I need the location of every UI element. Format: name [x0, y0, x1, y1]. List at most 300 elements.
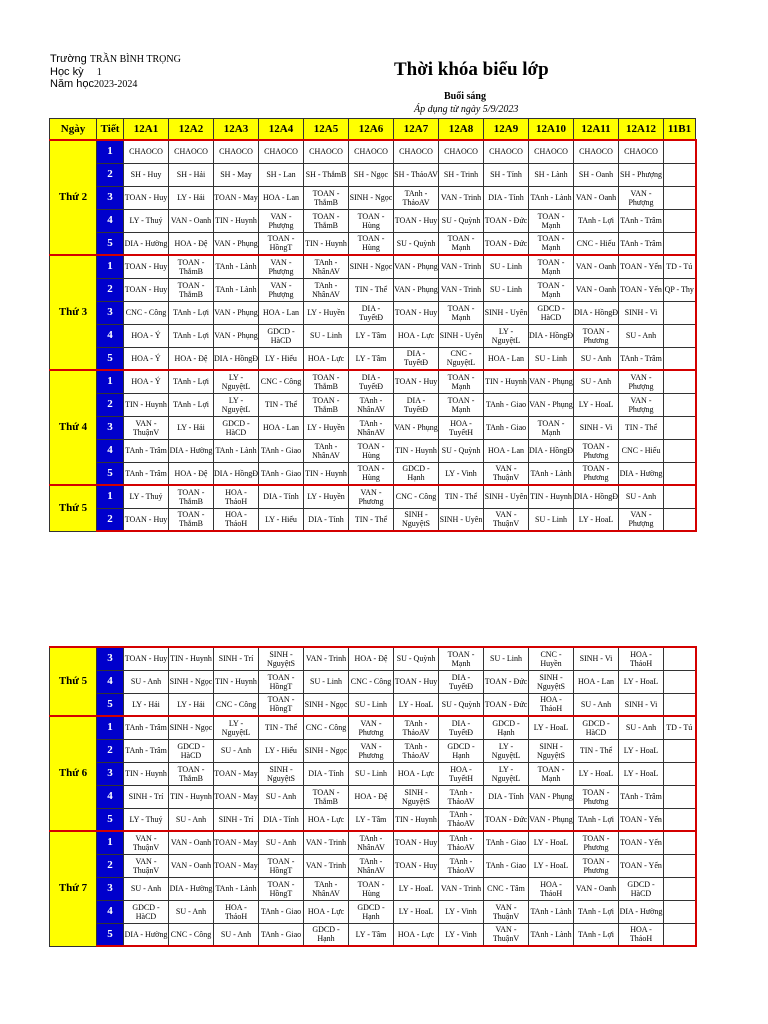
- timetable-row: [50, 416, 696, 439]
- schedule-cell: SINH - Ngọc: [349, 255, 394, 278]
- schedule-cell: [664, 140, 696, 163]
- schedule-cell: TAnh - Giao: [259, 900, 304, 923]
- schedule-cell: TOAN - Mạnh: [529, 278, 574, 301]
- schedule-cell: SH - Trinh: [439, 163, 484, 186]
- schedule-cell: TOAN - May: [214, 186, 259, 209]
- schedule-cell: TIN - Huynh: [394, 439, 439, 462]
- schedule-cell: [664, 209, 696, 232]
- schedule-cell: DIA - HồngĐ: [574, 301, 619, 324]
- period-cell: 4: [97, 324, 124, 347]
- schedule-cell: HOA - ThảoH: [529, 693, 574, 716]
- schedule-cell: SINH - Uyên: [439, 324, 484, 347]
- schedule-cell: HOA - Lực: [394, 762, 439, 785]
- schedule-cell: VAN - ThuậnV: [124, 831, 169, 854]
- schedule-cell: TOAN - Huy: [124, 186, 169, 209]
- schedule-cell: TIN - Huynh: [124, 762, 169, 785]
- schedule-cell: HOA - ThảoH: [529, 877, 574, 900]
- schedule-cell: [664, 324, 696, 347]
- year-label: Năm học: [50, 78, 95, 90]
- schedule-cell: TOAN - Yến: [619, 831, 664, 854]
- schedule-cell: LY - NguyệtL: [484, 324, 529, 347]
- schedule-cell: TOAN - Phương: [574, 831, 619, 854]
- schedule-cell: TAnh - Trâm: [619, 347, 664, 370]
- period-cell: 5: [97, 808, 124, 831]
- schedule-cell: HOA - Lan: [259, 301, 304, 324]
- schedule-cell: CNC - Huyền: [529, 647, 574, 670]
- schedule-cell: LY - Huyền: [304, 416, 349, 439]
- schedule-cell: VAN - Oanh: [169, 854, 214, 877]
- schedule-cell: GDCD - Hạnh: [439, 739, 484, 762]
- column-header-class: 12A7: [394, 119, 439, 141]
- schedule-cell: TAnh - Giao: [259, 439, 304, 462]
- schedule-cell: TAnh - Lành: [529, 186, 574, 209]
- column-header-class: 12A3: [214, 119, 259, 141]
- schedule-cell: SH - May: [214, 163, 259, 186]
- schedule-cell: LY - Hiếu: [259, 739, 304, 762]
- schedule-cell: LY - NguyệtL: [214, 716, 259, 739]
- schedule-cell: [664, 439, 696, 462]
- schedule-cell: TAnh - Lành: [214, 255, 259, 278]
- schedule-cell: LY - Hiếu: [259, 508, 304, 531]
- schedule-cell: LY - HoaL: [394, 877, 439, 900]
- schedule-cell: TAnh - Trâm: [619, 209, 664, 232]
- schedule-cell: DIA - Hường: [169, 877, 214, 900]
- schedule-cell: TOAN - Huy: [124, 255, 169, 278]
- column-header-class: 12A10: [529, 119, 574, 141]
- schedule-cell: SU - Anh: [574, 693, 619, 716]
- schedule-cell: CHAOCO: [394, 140, 439, 163]
- period-cell: 1: [97, 716, 124, 739]
- period-cell: 2: [97, 739, 124, 762]
- schedule-cell: HOA - Ý: [124, 370, 169, 393]
- schedule-cell: TOAN - Huy: [124, 278, 169, 301]
- schedule-cell: LY - Vinh: [439, 900, 484, 923]
- schedule-cell: TOAN - ThắmB: [304, 186, 349, 209]
- schedule-cell: CHAOCO: [169, 140, 214, 163]
- schedule-cell: GDCD - Hạnh: [349, 900, 394, 923]
- schedule-cell: SU - Linh: [484, 255, 529, 278]
- schedule-cell: DIA - Hường: [124, 232, 169, 255]
- schedule-cell: TAnh - Lợi: [574, 209, 619, 232]
- schedule-cell: SINH - Trí: [214, 808, 259, 831]
- schedule-cell: CNC - Công: [124, 301, 169, 324]
- column-header-class: 12A9: [484, 119, 529, 141]
- schedule-cell: LY - HoaL: [394, 693, 439, 716]
- schedule-cell: DIA - Tỉnh: [259, 485, 304, 508]
- schedule-cell: LY - Hải: [124, 693, 169, 716]
- schedule-cell: CHAOCO: [124, 140, 169, 163]
- schedule-cell: HOA - Lực: [304, 347, 349, 370]
- schedule-cell: LY - Thuý: [124, 808, 169, 831]
- schedule-cell: HOA - ThảoH: [214, 485, 259, 508]
- schedule-cell: TIN - Thể: [619, 416, 664, 439]
- schedule-cell: TOAN - Hùng: [349, 439, 394, 462]
- schedule-cell: TOAN - Huy: [394, 209, 439, 232]
- schedule-cell: SU - Linh: [529, 508, 574, 531]
- schedule-cell: SINH - NguyệtS: [394, 785, 439, 808]
- schedule-cell: LY - HoaL: [574, 508, 619, 531]
- schedule-cell: TAnh - Giao: [259, 923, 304, 946]
- schedule-cell: CNC - Tâm: [484, 877, 529, 900]
- schedule-cell: SH - Ngọc: [349, 163, 394, 186]
- timetable-row: [50, 808, 696, 831]
- schedule-cell: SU - Anh: [619, 485, 664, 508]
- column-header-class: 12A8: [439, 119, 484, 141]
- session-label: Buổi sáng: [444, 91, 486, 102]
- schedule-cell: SU - Linh: [349, 762, 394, 785]
- schedule-cell: TOAN - Huy: [124, 508, 169, 531]
- schedule-cell: SINH - NguyệtS: [259, 647, 304, 670]
- schedule-cell: DIA - TuyếtĐ: [394, 393, 439, 416]
- schedule-cell: [664, 693, 696, 716]
- schedule-cell: DIA - TuyếtĐ: [439, 670, 484, 693]
- schedule-cell: [664, 854, 696, 877]
- schedule-cell: DIA - Tỉnh: [259, 808, 304, 831]
- schedule-cell: CNC - Hiếu: [574, 232, 619, 255]
- schedule-cell: CNC - Hiếu: [619, 439, 664, 462]
- schedule-cell: HOA - Lực: [394, 923, 439, 946]
- schedule-cell: LY - HoaL: [574, 393, 619, 416]
- schedule-cell: TOAN - ThắmB: [304, 370, 349, 393]
- schedule-cell: LY - HoaL: [619, 670, 664, 693]
- schedule-cell: TAnh - Trâm: [124, 739, 169, 762]
- period-cell: 5: [97, 693, 124, 716]
- schedule-cell: SINH - Ngọc: [304, 693, 349, 716]
- schedule-cell: [664, 163, 696, 186]
- schedule-cell: SU - Quỳnh: [394, 232, 439, 255]
- day-cell: Thứ 2: [50, 140, 97, 255]
- period-cell: 4: [97, 209, 124, 232]
- schedule-cell: SU - Quỳnh: [439, 439, 484, 462]
- schedule-cell: LY - HoaL: [529, 831, 574, 854]
- schedule-cell: HOA - Ý: [124, 324, 169, 347]
- timetable-row: [50, 670, 696, 693]
- schedule-cell: CHAOCO: [259, 140, 304, 163]
- schedule-cell: SINH - Vi: [574, 647, 619, 670]
- schedule-cell: SU - Anh: [214, 923, 259, 946]
- period-cell: 4: [97, 670, 124, 693]
- schedule-cell: TAnh - NhânAV: [349, 854, 394, 877]
- schedule-cell: TD - Tú: [664, 255, 696, 278]
- period-cell: 4: [97, 439, 124, 462]
- schedule-cell: HOA - Đệ: [169, 462, 214, 485]
- schedule-cell: CNC - Công: [349, 670, 394, 693]
- schedule-cell: SINH - Vi: [574, 416, 619, 439]
- schedule-cell: TOAN - Huy: [394, 831, 439, 854]
- timetable-row: [50, 854, 696, 877]
- schedule-cell: TOAN - Huy: [394, 370, 439, 393]
- schedule-cell: LY - HoaL: [394, 900, 439, 923]
- schedule-cell: SINH - Trí: [214, 647, 259, 670]
- schedule-cell: SINH - Ngọc: [349, 186, 394, 209]
- schedule-cell: TOAN - Huy: [394, 301, 439, 324]
- schedule-cell: SINH - NguyệtS: [394, 508, 439, 531]
- schedule-cell: HOA - TuyếtH: [439, 762, 484, 785]
- schedule-cell: VAN - Phương: [349, 485, 394, 508]
- schedule-cell: HOA - ThảoH: [214, 508, 259, 531]
- schedule-cell: TOAN - Đức: [484, 232, 529, 255]
- schedule-cell: TAnh - Giao: [484, 831, 529, 854]
- schedule-cell: VAN - Trinh: [304, 854, 349, 877]
- schedule-cell: TAnh - ThảoAV: [439, 854, 484, 877]
- period-cell: 1: [97, 370, 124, 393]
- timetable-row: [50, 900, 696, 923]
- schedule-cell: VAN - Phụng: [394, 255, 439, 278]
- schedule-cell: HOA - Lực: [394, 324, 439, 347]
- schedule-cell: VAN - Phụng: [214, 324, 259, 347]
- schedule-cell: VAN - Trinh: [439, 278, 484, 301]
- schedule-cell: TAnh - Lành: [529, 462, 574, 485]
- schedule-cell: LY - HoaL: [619, 762, 664, 785]
- schedule-cell: TIN - Huynh: [214, 209, 259, 232]
- schedule-cell: SH - Huy: [124, 163, 169, 186]
- schedule-cell: CNC - Công: [259, 370, 304, 393]
- schedule-cell: SH - Tỉnh: [484, 163, 529, 186]
- schedule-cell: [664, 416, 696, 439]
- schedule-cell: TOAN - Yến: [619, 854, 664, 877]
- schedule-cell: LY - NguyệtL: [484, 739, 529, 762]
- schedule-cell: SU - Anh: [169, 808, 214, 831]
- schedule-cell: TAnh - Trâm: [124, 462, 169, 485]
- schedule-cell: [664, 647, 696, 670]
- schedule-cell: SINH - Uyên: [484, 301, 529, 324]
- schedule-cell: SU - Anh: [169, 900, 214, 923]
- schedule-cell: SH - Lành: [529, 163, 574, 186]
- schedule-cell: SU - Anh: [214, 739, 259, 762]
- schedule-cell: CNC - NguyệtL: [439, 347, 484, 370]
- schedule-cell: DIA - Hường: [169, 439, 214, 462]
- schedule-cell: HOA - Lan: [484, 347, 529, 370]
- schedule-cell: SU - Linh: [304, 324, 349, 347]
- schedule-cell: SINH - Uyên: [484, 485, 529, 508]
- schedule-cell: GDCD - Hạnh: [484, 716, 529, 739]
- period-cell: 2: [97, 508, 124, 531]
- school-name: TRẦN BÌNH TRỌNG: [89, 54, 181, 65]
- schedule-cell: CHAOCO: [619, 140, 664, 163]
- schedule-cell: [664, 485, 696, 508]
- schedule-cell: [664, 301, 696, 324]
- schedule-cell: SINH - NguyệtS: [259, 762, 304, 785]
- schedule-cell: DIA - Hường: [619, 462, 664, 485]
- schedule-cell: VAN - Oanh: [574, 186, 619, 209]
- timetable-row: [50, 877, 696, 900]
- timetable-row: [50, 693, 696, 716]
- schedule-cell: DIA - Tỉnh: [484, 186, 529, 209]
- schedule-cell: DIA - HồngĐ: [574, 485, 619, 508]
- column-header-period: Tiết: [97, 119, 124, 141]
- schedule-cell: SU - Anh: [619, 716, 664, 739]
- timetable-row: [50, 508, 696, 531]
- schedule-cell: SH - Phượng: [619, 163, 664, 186]
- schedule-cell: SH - Oanh: [574, 163, 619, 186]
- schedule-cell: GDCD - Hạnh: [304, 923, 349, 946]
- schedule-cell: TAnh - Giao: [484, 854, 529, 877]
- schedule-cell: TIN - Huynh: [124, 393, 169, 416]
- school-line: [50, 53, 181, 66]
- schedule-cell: LY - HoaL: [574, 762, 619, 785]
- schedule-cell: CNC - Công: [214, 693, 259, 716]
- schedule-cell: SU - Quỳnh: [439, 209, 484, 232]
- schedule-cell: TOAN - HồngT: [259, 670, 304, 693]
- period-cell: 5: [97, 923, 124, 946]
- schedule-cell: DIA - HồngĐ: [529, 439, 574, 462]
- schedule-cell: TOAN - Huy: [124, 647, 169, 670]
- schedule-cell: TOAN - Đức: [484, 693, 529, 716]
- timetable-row: [50, 716, 696, 739]
- schedule-cell: LY - Vinh: [439, 462, 484, 485]
- timetable-row: [50, 278, 696, 301]
- schedule-cell: TIN - Huynh: [304, 232, 349, 255]
- schedule-cell: TOAN - Hùng: [349, 209, 394, 232]
- schedule-cell: [664, 370, 696, 393]
- schedule-cell: TAnh - Lợi: [169, 324, 214, 347]
- schedule-cell: TAnh - Lợi: [574, 923, 619, 946]
- schedule-cell: TOAN - ThắmB: [169, 508, 214, 531]
- schedule-cell: TAnh - Trâm: [124, 439, 169, 462]
- timetable-row: [50, 347, 696, 370]
- schedule-cell: GDCD - HàCD: [124, 900, 169, 923]
- schedule-cell: TOAN - Mạnh: [529, 255, 574, 278]
- schedule-cell: TIN - Huynh: [394, 808, 439, 831]
- schedule-cell: VAN - Phụng: [394, 416, 439, 439]
- column-header-class: 11B1: [664, 119, 696, 141]
- schedule-cell: VAN - Phụng: [214, 301, 259, 324]
- schedule-cell: SH - Lan: [259, 163, 304, 186]
- schedule-cell: DIA - Tỉnh: [304, 762, 349, 785]
- timetable-row: [50, 923, 696, 946]
- period-cell: 5: [97, 347, 124, 370]
- schedule-cell: SU - Anh: [619, 324, 664, 347]
- schedule-cell: VAN - Phụng: [529, 785, 574, 808]
- schedule-cell: LY - HoaL: [529, 716, 574, 739]
- day-cell: Thứ 7: [50, 831, 97, 946]
- schedule-cell: TAnh - Trâm: [619, 785, 664, 808]
- schedule-cell: LY - Tâm: [349, 347, 394, 370]
- schedule-cell: QP - Thy: [664, 278, 696, 301]
- schedule-cell: TAnh - Trâm: [619, 232, 664, 255]
- schedule-cell: SINH - NguyệtS: [529, 739, 574, 762]
- schedule-cell: TOAN - Yến: [619, 255, 664, 278]
- schedule-cell: TAnh - NhânAV: [304, 278, 349, 301]
- schedule-cell: LY - HoaL: [529, 854, 574, 877]
- schedule-cell: VAN - Phụng: [214, 232, 259, 255]
- period-cell: 4: [97, 785, 124, 808]
- schedule-cell: GDCD - HàCD: [169, 739, 214, 762]
- schedule-cell: VAN - Phượng: [259, 278, 304, 301]
- schedule-cell: TAnh - Lợi: [169, 301, 214, 324]
- schedule-cell: TOAN - Hùng: [349, 877, 394, 900]
- schedule-cell: TOAN - ThắmB: [304, 393, 349, 416]
- schedule-cell: TOAN - Mạnh: [439, 232, 484, 255]
- schedule-cell: VAN - Trinh: [439, 877, 484, 900]
- schedule-cell: HOA - Đệ: [169, 232, 214, 255]
- schedule-cell: TOAN - May: [214, 831, 259, 854]
- schedule-cell: DIA - HồngĐ: [214, 347, 259, 370]
- schedule-cell: [664, 186, 696, 209]
- schedule-cell: SU - Anh: [259, 785, 304, 808]
- day-cell: Thứ 6: [50, 716, 97, 831]
- schedule-cell: [664, 462, 696, 485]
- schedule-cell: SINH - Ngọc: [304, 739, 349, 762]
- schedule-cell: TAnh - Lành: [214, 278, 259, 301]
- schedule-cell: [664, 762, 696, 785]
- schedule-cell: VAN - ThuậnV: [124, 416, 169, 439]
- schedule-cell: SU - Linh: [484, 647, 529, 670]
- timetable-row: [50, 831, 696, 854]
- timetable-row: [50, 370, 696, 393]
- schedule-cell: TAnh - NhânAV: [349, 416, 394, 439]
- schedule-cell: SU - Anh: [574, 370, 619, 393]
- schedule-cell: [664, 508, 696, 531]
- schedule-cell: TIN - Huynh: [169, 647, 214, 670]
- timetable-row: [50, 186, 696, 209]
- schedule-cell: TOAN - HồngT: [259, 693, 304, 716]
- schedule-cell: TOAN - Phương: [574, 324, 619, 347]
- schedule-cell: VAN - Phụng: [529, 393, 574, 416]
- schedule-cell: CNC - Công: [394, 485, 439, 508]
- schedule-cell: [664, 923, 696, 946]
- schedule-cell: TAnh - Giao: [484, 416, 529, 439]
- schedule-cell: CHAOCO: [484, 140, 529, 163]
- schedule-cell: LY - Vinh: [439, 923, 484, 946]
- period-cell: 1: [97, 485, 124, 508]
- applied-date: Áp dụng từ ngày 5/9/2023: [414, 104, 519, 115]
- schedule-cell: HOA - Lan: [259, 186, 304, 209]
- schedule-cell: TAnh - Giao: [484, 393, 529, 416]
- schedule-cell: TIN - Huynh: [214, 670, 259, 693]
- timetable-row: [50, 439, 696, 462]
- schedule-cell: TOAN - ThắmB: [169, 485, 214, 508]
- schedule-cell: VAN - ThuậnV: [484, 508, 529, 531]
- schedule-cell: TAnh - ThảoAV: [394, 186, 439, 209]
- schedule-cell: VAN - ThuậnV: [484, 900, 529, 923]
- period-cell: 5: [97, 232, 124, 255]
- schedule-cell: TOAN - Mạnh: [439, 301, 484, 324]
- timetable-row: [50, 255, 696, 278]
- column-header-day: Ngày: [50, 119, 97, 141]
- schedule-cell: LY - Thuý: [124, 485, 169, 508]
- year-value: 2023-2024: [94, 79, 138, 90]
- schedule-cell: TOAN - ThắmB: [169, 278, 214, 301]
- schedule-cell: [664, 670, 696, 693]
- period-cell: 2: [97, 393, 124, 416]
- timetable-row: [50, 209, 696, 232]
- schedule-cell: TAnh - ThảoAV: [439, 785, 484, 808]
- schedule-cell: SINH - Ngọc: [169, 670, 214, 693]
- timetable-row: [50, 393, 696, 416]
- column-header-class: 12A5: [304, 119, 349, 141]
- schedule-cell: VAN - Phượng: [259, 255, 304, 278]
- schedule-cell: GDCD - HàCD: [529, 301, 574, 324]
- schedule-cell: TAnh - Giao: [259, 462, 304, 485]
- timetable-row: [50, 462, 696, 485]
- schedule-cell: TAnh - Lành: [529, 923, 574, 946]
- schedule-cell: TAnh - ThảoAV: [439, 831, 484, 854]
- schedule-cell: TIN - Huynh: [304, 462, 349, 485]
- timetable-row: [50, 785, 696, 808]
- schedule-cell: LY - Tâm: [349, 808, 394, 831]
- schedule-cell: TAnh - Lành: [529, 900, 574, 923]
- schedule-cell: HOA - Lan: [259, 416, 304, 439]
- timetable-row: [50, 232, 696, 255]
- schedule-cell: CNC - Công: [304, 716, 349, 739]
- schedule-cell: [664, 739, 696, 762]
- period-cell: 3: [97, 301, 124, 324]
- schedule-cell: VAN - Phương: [349, 716, 394, 739]
- schedule-cell: TIN - Thể: [439, 485, 484, 508]
- schedule-cell: TOAN - HồngT: [259, 854, 304, 877]
- schedule-cell: TAnh - NhânAV: [349, 393, 394, 416]
